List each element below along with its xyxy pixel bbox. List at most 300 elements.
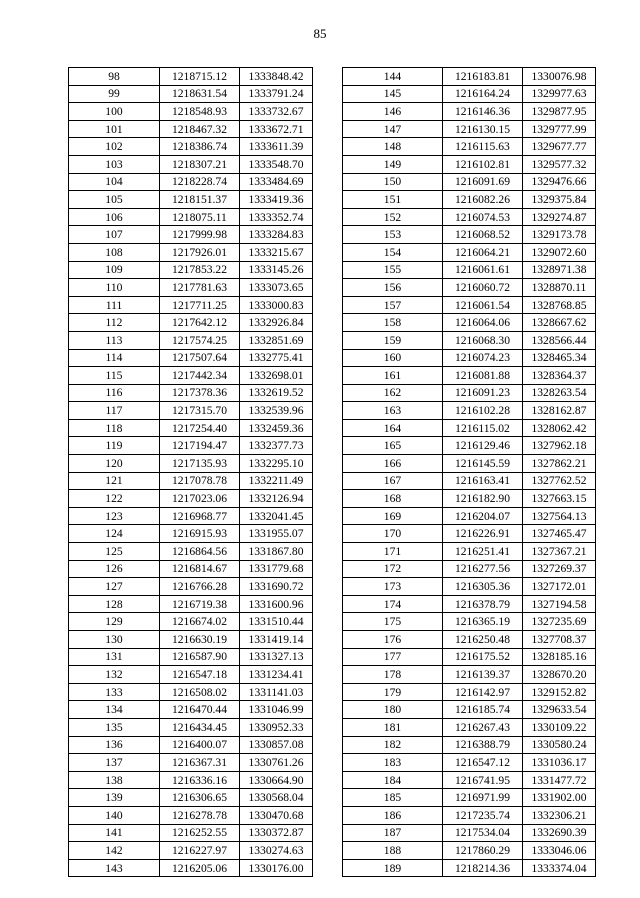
table-row [69, 701, 313, 719]
point-number-cell: 130 [69, 631, 160, 649]
table-row [343, 367, 596, 385]
y-coordinate-cell: 1329375.84 [523, 191, 596, 209]
point-number-cell: 114 [69, 349, 160, 367]
table-row [343, 736, 596, 754]
y-coordinate-cell: 1333374.04 [523, 859, 596, 877]
y-coordinate-cell: 1328162.87 [523, 402, 596, 420]
point-number-cell: 122 [69, 490, 160, 508]
y-coordinate-cell: 1327465.47 [523, 525, 596, 543]
x-coordinate-cell: 1216102.81 [443, 155, 523, 173]
point-number-cell: 109 [69, 261, 160, 279]
x-coordinate-cell: 1216508.02 [160, 683, 240, 701]
table-row [343, 455, 596, 473]
table-row [343, 243, 596, 261]
x-coordinate-cell: 1216226.91 [443, 525, 523, 543]
point-number-cell: 169 [343, 507, 443, 525]
table-row [343, 85, 596, 103]
x-coordinate-cell: 1216129.46 [443, 437, 523, 455]
table-row [343, 613, 596, 631]
x-coordinate-cell: 1216674.02 [160, 613, 240, 631]
table-row [343, 648, 596, 666]
y-coordinate-cell: 1330176.00 [240, 859, 313, 877]
table-row [69, 718, 313, 736]
y-coordinate-cell: 1328667.62 [523, 314, 596, 332]
x-coordinate-cell: 1216091.23 [443, 384, 523, 402]
y-coordinate-cell: 1328870.11 [523, 279, 596, 297]
x-coordinate-cell: 1216068.30 [443, 331, 523, 349]
y-coordinate-cell: 1331477.72 [523, 771, 596, 789]
table-row [343, 701, 596, 719]
y-coordinate-cell: 1328364.37 [523, 367, 596, 385]
point-number-cell: 113 [69, 331, 160, 349]
y-coordinate-cell: 1333000.83 [240, 296, 313, 314]
y-coordinate-cell: 1332211.49 [240, 472, 313, 490]
y-coordinate-cell: 1328971.38 [523, 261, 596, 279]
table-row [343, 806, 596, 824]
point-number-cell: 137 [69, 754, 160, 772]
x-coordinate-cell: 1217926.01 [160, 243, 240, 261]
x-coordinate-cell: 1216251.41 [443, 543, 523, 561]
point-number-cell: 115 [69, 367, 160, 385]
x-coordinate-cell: 1216115.63 [443, 138, 523, 156]
y-coordinate-cell: 1331234.41 [240, 666, 313, 684]
x-coordinate-cell: 1218715.12 [160, 68, 240, 86]
table-row [69, 243, 313, 261]
x-coordinate-cell: 1217135.93 [160, 455, 240, 473]
y-coordinate-cell: 1327172.01 [523, 578, 596, 596]
y-coordinate-cell: 1329173.78 [523, 226, 596, 244]
point-number-cell: 147 [343, 120, 443, 138]
point-number-cell: 106 [69, 208, 160, 226]
x-coordinate-cell: 1216587.90 [160, 648, 240, 666]
point-number-cell: 184 [343, 771, 443, 789]
y-coordinate-cell: 1332851.69 [240, 331, 313, 349]
point-number-cell: 146 [343, 103, 443, 121]
y-coordinate-cell: 1331036.17 [523, 754, 596, 772]
table-row [343, 525, 596, 543]
y-coordinate-cell: 1330580.24 [523, 736, 596, 754]
x-coordinate-cell: 1216719.38 [160, 595, 240, 613]
y-coordinate-cell: 1330274.63 [240, 842, 313, 860]
table-row [343, 560, 596, 578]
x-coordinate-cell: 1216183.81 [443, 68, 523, 86]
y-coordinate-cell: 1333848.42 [240, 68, 313, 86]
table-row [343, 120, 596, 138]
point-number-cell: 98 [69, 68, 160, 86]
x-coordinate-cell: 1217534.04 [443, 824, 523, 842]
y-coordinate-cell: 1333073.65 [240, 279, 313, 297]
table-row [343, 507, 596, 525]
x-coordinate-cell: 1216814.67 [160, 560, 240, 578]
point-number-cell: 162 [343, 384, 443, 402]
point-number-cell: 126 [69, 560, 160, 578]
point-number-cell: 151 [343, 191, 443, 209]
table-row [343, 842, 596, 860]
x-coordinate-cell: 1216267.43 [443, 718, 523, 736]
point-number-cell: 100 [69, 103, 160, 121]
point-number-cell: 148 [343, 138, 443, 156]
y-coordinate-cell: 1327862.21 [523, 455, 596, 473]
y-coordinate-cell: 1332126.94 [240, 490, 313, 508]
x-coordinate-cell: 1217853.22 [160, 261, 240, 279]
x-coordinate-cell: 1217642.12 [160, 314, 240, 332]
y-coordinate-cell: 1329777.99 [523, 120, 596, 138]
point-number-cell: 117 [69, 402, 160, 420]
x-coordinate-cell: 1217254.40 [160, 419, 240, 437]
x-coordinate-cell: 1216074.23 [443, 349, 523, 367]
point-number-cell: 142 [69, 842, 160, 860]
x-coordinate-cell: 1216388.79 [443, 736, 523, 754]
point-number-cell: 149 [343, 155, 443, 173]
table-row [69, 472, 313, 490]
x-coordinate-cell: 1216277.56 [443, 560, 523, 578]
x-coordinate-cell: 1217574.25 [160, 331, 240, 349]
x-coordinate-cell: 1216081.88 [443, 367, 523, 385]
table-row [343, 226, 596, 244]
x-coordinate-cell: 1216163.41 [443, 472, 523, 490]
y-coordinate-cell: 1330857.08 [240, 736, 313, 754]
x-coordinate-cell: 1217235.74 [443, 806, 523, 824]
table-row [69, 120, 313, 138]
y-coordinate-cell: 1327367.21 [523, 543, 596, 561]
y-coordinate-cell: 1331327.13 [240, 648, 313, 666]
x-coordinate-cell: 1216741.95 [443, 771, 523, 789]
point-number-cell: 136 [69, 736, 160, 754]
point-number-cell: 175 [343, 613, 443, 631]
x-coordinate-cell: 1216278.78 [160, 806, 240, 824]
table-row [69, 384, 313, 402]
point-number-cell: 131 [69, 648, 160, 666]
y-coordinate-cell: 1332619.52 [240, 384, 313, 402]
y-coordinate-cell: 1332377.73 [240, 437, 313, 455]
table-row [69, 578, 313, 596]
y-coordinate-cell: 1329577.32 [523, 155, 596, 173]
y-coordinate-cell: 1328566.44 [523, 331, 596, 349]
point-number-cell: 183 [343, 754, 443, 772]
x-coordinate-cell: 1218075.11 [160, 208, 240, 226]
point-number-cell: 179 [343, 683, 443, 701]
x-coordinate-cell: 1217711.25 [160, 296, 240, 314]
y-coordinate-cell: 1329877.95 [523, 103, 596, 121]
point-number-cell: 135 [69, 718, 160, 736]
x-coordinate-cell: 1216227.97 [160, 842, 240, 860]
point-number-cell: 155 [343, 261, 443, 279]
x-coordinate-cell: 1216102.28 [443, 402, 523, 420]
table-row [343, 208, 596, 226]
point-number-cell: 112 [69, 314, 160, 332]
x-coordinate-cell: 1216864.56 [160, 543, 240, 561]
x-coordinate-cell: 1216766.28 [160, 578, 240, 596]
y-coordinate-cell: 1333548.70 [240, 155, 313, 173]
table-row [343, 543, 596, 561]
table-row [69, 631, 313, 649]
table-row [69, 138, 313, 156]
x-coordinate-cell: 1218214.36 [443, 859, 523, 877]
y-coordinate-cell: 1331141.03 [240, 683, 313, 701]
y-coordinate-cell: 1327564.13 [523, 507, 596, 525]
y-coordinate-cell: 1331419.14 [240, 631, 313, 649]
point-number-cell: 164 [343, 419, 443, 437]
x-coordinate-cell: 1217023.06 [160, 490, 240, 508]
point-number-cell: 111 [69, 296, 160, 314]
table-row [69, 173, 313, 191]
point-number-cell: 104 [69, 173, 160, 191]
y-coordinate-cell: 1330761.26 [240, 754, 313, 772]
table-row [69, 754, 313, 772]
table-row [343, 437, 596, 455]
table-row [69, 279, 313, 297]
table-row [343, 754, 596, 772]
table-row [69, 208, 313, 226]
point-number-cell: 153 [343, 226, 443, 244]
table-row [343, 472, 596, 490]
point-number-cell: 185 [343, 789, 443, 807]
table-row [343, 173, 596, 191]
x-coordinate-cell: 1216185.74 [443, 701, 523, 719]
table-row [69, 666, 313, 684]
table-row [343, 490, 596, 508]
y-coordinate-cell: 1328768.85 [523, 296, 596, 314]
y-coordinate-cell: 1333352.74 [240, 208, 313, 226]
y-coordinate-cell: 1331600.96 [240, 595, 313, 613]
point-number-cell: 161 [343, 367, 443, 385]
point-number-cell: 129 [69, 613, 160, 631]
table-row [69, 349, 313, 367]
y-coordinate-cell: 1328670.20 [523, 666, 596, 684]
point-number-cell: 124 [69, 525, 160, 543]
point-number-cell: 180 [343, 701, 443, 719]
y-coordinate-cell: 1330952.33 [240, 718, 313, 736]
point-number-cell: 108 [69, 243, 160, 261]
table-row [69, 261, 313, 279]
x-coordinate-cell: 1216082.26 [443, 191, 523, 209]
x-coordinate-cell: 1216061.54 [443, 296, 523, 314]
point-number-cell: 154 [343, 243, 443, 261]
point-number-cell: 145 [343, 85, 443, 103]
x-coordinate-cell: 1216061.61 [443, 261, 523, 279]
table-row [69, 191, 313, 209]
table-row [69, 683, 313, 701]
table-row [343, 578, 596, 596]
y-coordinate-cell: 1331046.99 [240, 701, 313, 719]
table-row [69, 402, 313, 420]
table-row [69, 859, 313, 877]
table-row [69, 155, 313, 173]
y-coordinate-cell: 1333791.24 [240, 85, 313, 103]
point-number-cell: 152 [343, 208, 443, 226]
x-coordinate-cell: 1216205.06 [160, 859, 240, 877]
point-number-cell: 156 [343, 279, 443, 297]
table-row [69, 103, 313, 121]
y-coordinate-cell: 1331955.07 [240, 525, 313, 543]
table-row [343, 384, 596, 402]
point-number-cell: 123 [69, 507, 160, 525]
point-number-cell: 157 [343, 296, 443, 314]
x-coordinate-cell: 1216470.44 [160, 701, 240, 719]
point-number-cell: 187 [343, 824, 443, 842]
table-row [343, 666, 596, 684]
point-number-cell: 110 [69, 279, 160, 297]
table-row [69, 806, 313, 824]
point-number-cell: 188 [343, 842, 443, 860]
table-row [343, 103, 596, 121]
y-coordinate-cell: 1332926.84 [240, 314, 313, 332]
point-number-cell: 103 [69, 155, 160, 173]
x-coordinate-cell: 1216971.99 [443, 789, 523, 807]
y-coordinate-cell: 1329274.87 [523, 208, 596, 226]
x-coordinate-cell: 1216115.02 [443, 419, 523, 437]
coordinates-table-right [342, 67, 596, 877]
y-coordinate-cell: 1329633.54 [523, 701, 596, 719]
x-coordinate-cell: 1216068.52 [443, 226, 523, 244]
table-row [69, 367, 313, 385]
x-coordinate-cell: 1217860.29 [443, 842, 523, 860]
y-coordinate-cell: 1327663.15 [523, 490, 596, 508]
x-coordinate-cell: 1218386.74 [160, 138, 240, 156]
point-number-cell: 133 [69, 683, 160, 701]
coordinates-table-right-body [343, 68, 596, 877]
point-number-cell: 158 [343, 314, 443, 332]
point-number-cell: 172 [343, 560, 443, 578]
y-coordinate-cell: 1328062.42 [523, 419, 596, 437]
y-coordinate-cell: 1333484.69 [240, 173, 313, 191]
y-coordinate-cell: 1327235.69 [523, 613, 596, 631]
x-coordinate-cell: 1216250.48 [443, 631, 523, 649]
point-number-cell: 139 [69, 789, 160, 807]
point-number-cell: 182 [343, 736, 443, 754]
y-coordinate-cell: 1333046.06 [523, 842, 596, 860]
y-coordinate-cell: 1331902.00 [523, 789, 596, 807]
x-coordinate-cell: 1216915.93 [160, 525, 240, 543]
table-row [69, 507, 313, 525]
table-row [343, 771, 596, 789]
table-row [69, 595, 313, 613]
x-coordinate-cell: 1217999.98 [160, 226, 240, 244]
x-coordinate-cell: 1216400.07 [160, 736, 240, 754]
x-coordinate-cell: 1216074.53 [443, 208, 523, 226]
table-row [343, 419, 596, 437]
x-coordinate-cell: 1217442.34 [160, 367, 240, 385]
x-coordinate-cell: 1216968.77 [160, 507, 240, 525]
point-number-cell: 120 [69, 455, 160, 473]
y-coordinate-cell: 1329072.60 [523, 243, 596, 261]
y-coordinate-cell: 1328465.34 [523, 349, 596, 367]
table-row [69, 437, 313, 455]
coordinates-table-left-body [69, 68, 313, 877]
y-coordinate-cell: 1330372.87 [240, 824, 313, 842]
table-row [343, 314, 596, 332]
x-coordinate-cell: 1217507.64 [160, 349, 240, 367]
point-number-cell: 107 [69, 226, 160, 244]
point-number-cell: 118 [69, 419, 160, 437]
x-coordinate-cell: 1216064.21 [443, 243, 523, 261]
y-coordinate-cell: 1332306.21 [523, 806, 596, 824]
table-row [343, 631, 596, 649]
x-coordinate-cell: 1218548.93 [160, 103, 240, 121]
point-number-cell: 178 [343, 666, 443, 684]
point-number-cell: 170 [343, 525, 443, 543]
point-number-cell: 102 [69, 138, 160, 156]
table-row [343, 68, 596, 86]
x-coordinate-cell: 1216130.15 [443, 120, 523, 138]
coordinates-table-left [68, 67, 313, 877]
point-number-cell: 125 [69, 543, 160, 561]
x-coordinate-cell: 1216305.36 [443, 578, 523, 596]
point-number-cell: 167 [343, 472, 443, 490]
point-number-cell: 127 [69, 578, 160, 596]
point-number-cell: 177 [343, 648, 443, 666]
y-coordinate-cell: 1330664.90 [240, 771, 313, 789]
table-row [69, 68, 313, 86]
x-coordinate-cell: 1217315.70 [160, 402, 240, 420]
table-row [343, 191, 596, 209]
table-row [343, 349, 596, 367]
y-coordinate-cell: 1329677.77 [523, 138, 596, 156]
x-coordinate-cell: 1218307.21 [160, 155, 240, 173]
x-coordinate-cell: 1216434.45 [160, 718, 240, 736]
y-coordinate-cell: 1330076.98 [523, 68, 596, 86]
point-number-cell: 174 [343, 595, 443, 613]
y-coordinate-cell: 1332775.41 [240, 349, 313, 367]
point-number-cell: 171 [343, 543, 443, 561]
x-coordinate-cell: 1217781.63 [160, 279, 240, 297]
table-row [343, 824, 596, 842]
table-row [343, 279, 596, 297]
y-coordinate-cell: 1327962.18 [523, 437, 596, 455]
table-row [343, 402, 596, 420]
table-row [343, 789, 596, 807]
x-coordinate-cell: 1216060.72 [443, 279, 523, 297]
point-number-cell: 134 [69, 701, 160, 719]
x-coordinate-cell: 1216204.07 [443, 507, 523, 525]
point-number-cell: 144 [343, 68, 443, 86]
point-number-cell: 159 [343, 331, 443, 349]
point-number-cell: 176 [343, 631, 443, 649]
y-coordinate-cell: 1333732.67 [240, 103, 313, 121]
y-coordinate-cell: 1327708.37 [523, 631, 596, 649]
table-row [69, 296, 313, 314]
table-row [69, 736, 313, 754]
x-coordinate-cell: 1217378.36 [160, 384, 240, 402]
y-coordinate-cell: 1333145.26 [240, 261, 313, 279]
table-row [343, 595, 596, 613]
y-coordinate-cell: 1328263.54 [523, 384, 596, 402]
y-coordinate-cell: 1327194.58 [523, 595, 596, 613]
x-coordinate-cell: 1216547.18 [160, 666, 240, 684]
y-coordinate-cell: 1332539.96 [240, 402, 313, 420]
y-coordinate-cell: 1329152.82 [523, 683, 596, 701]
table-row [69, 789, 313, 807]
table-row [343, 261, 596, 279]
y-coordinate-cell: 1332459.36 [240, 419, 313, 437]
y-coordinate-cell: 1333419.36 [240, 191, 313, 209]
table-row [69, 824, 313, 842]
point-number-cell: 119 [69, 437, 160, 455]
y-coordinate-cell: 1330109.22 [523, 718, 596, 736]
y-coordinate-cell: 1331779.68 [240, 560, 313, 578]
point-number-cell: 166 [343, 455, 443, 473]
table-row [343, 683, 596, 701]
point-number-cell: 116 [69, 384, 160, 402]
point-number-cell: 143 [69, 859, 160, 877]
table-row [343, 718, 596, 736]
y-coordinate-cell: 1329476.66 [523, 173, 596, 191]
point-number-cell: 121 [69, 472, 160, 490]
y-coordinate-cell: 1333611.39 [240, 138, 313, 156]
y-coordinate-cell: 1332690.39 [523, 824, 596, 842]
x-coordinate-cell: 1216164.24 [443, 85, 523, 103]
x-coordinate-cell: 1216630.19 [160, 631, 240, 649]
